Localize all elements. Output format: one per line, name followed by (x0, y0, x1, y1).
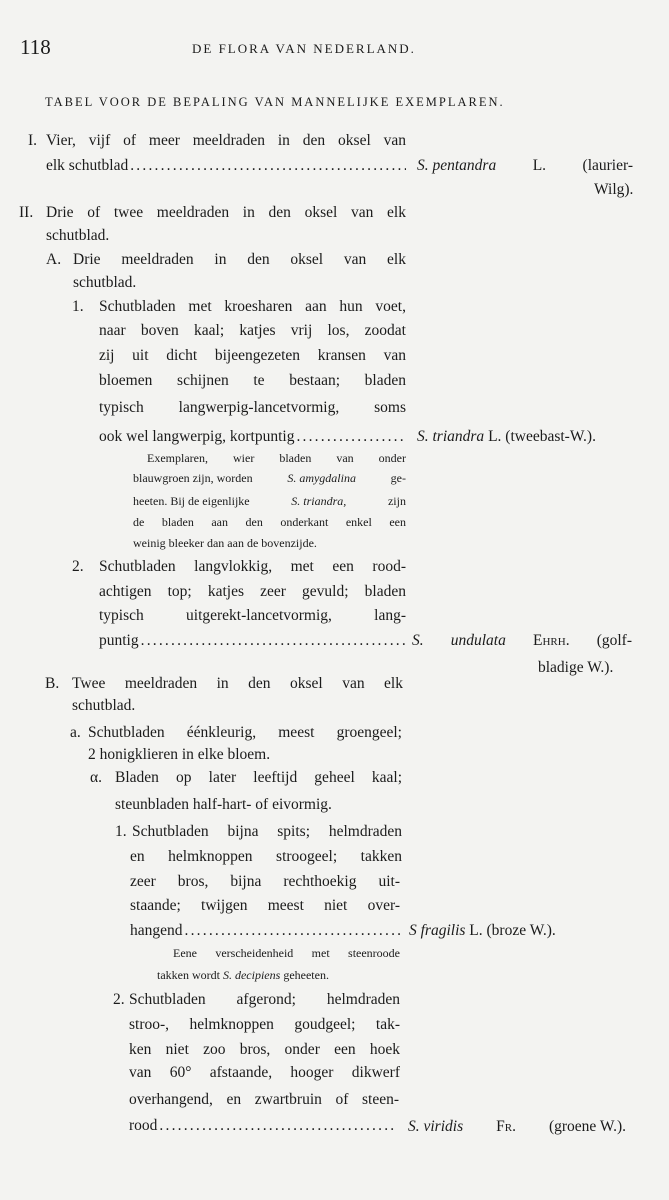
text: puntig (99, 632, 139, 649)
text-line: Drie of twee meeldraden in den oksel van elk (46, 204, 406, 221)
text-line: 2 honigklieren in elke bloem. (88, 746, 271, 763)
text-line: Twee meeldraden in den oksel van elk (72, 675, 403, 692)
text: hangend (130, 922, 183, 939)
note-line: weinig bleeker dan aan de bovenzijde. (133, 536, 317, 550)
text-line: van 60° afstaande, hooger dikwerf (129, 1064, 400, 1081)
dot-leader (185, 921, 400, 941)
text-line: Schutbladen afgerond; helmdraden (129, 991, 400, 1008)
note-line (133, 470, 406, 486)
text-line: stroo-, helmknoppen goudgeel; tak- (129, 1016, 400, 1033)
text: zijn (387, 494, 406, 508)
item-label: II. (19, 204, 34, 221)
text-line: typisch uitgerekt-lancetvormig, lang- (99, 607, 406, 624)
text-line-leader (99, 631, 406, 651)
note-line: Exemplaren, wier bladen van onder (147, 451, 406, 465)
genus: S. (417, 428, 429, 445)
text: geheeten. (283, 968, 329, 982)
common-name: (broze W.). (486, 922, 556, 939)
item-label: B. (45, 675, 60, 692)
species-ref: S. amygdalina (287, 471, 356, 485)
item-label: I. (28, 132, 38, 149)
common-name: (groene W.). (548, 1118, 626, 1135)
text-line-leader (99, 427, 406, 447)
item-label: A. (46, 251, 62, 268)
result-undulata (412, 631, 632, 651)
text-line: schutblad. (72, 697, 136, 714)
text-line-leader (46, 156, 406, 176)
text-line: Schutbladen bijna spits; helmdraden (132, 823, 402, 840)
common-name: (golf- (596, 632, 632, 649)
text-line: staande; twijgen meest niet over- (130, 897, 400, 914)
species: viridis (423, 1118, 464, 1135)
item-label: 1. (72, 298, 84, 315)
text-line: Schutbladen éénkleurig, meest groengeel; (88, 724, 402, 741)
table-title: TABEL VOOR DE BEPALING VAN MANNELIJKE EXEMPLAREN. (45, 95, 505, 109)
text: ook wel langwerpig, kortpuntig (99, 428, 295, 445)
note-line: Eene verscheidenheid met steenroode (173, 946, 400, 960)
page-number: 118 (20, 35, 51, 59)
text-line: overhangend, en zwartbruin of steen- (129, 1091, 399, 1108)
genus: S. (417, 157, 429, 174)
species-ref: S. triandra, (291, 494, 347, 508)
species-ref: S. decipiens (222, 968, 281, 982)
text-line: Schutbladen langvlokkig, met een rood- (99, 558, 406, 575)
text: ge- (390, 471, 406, 485)
text: takken wordt (157, 968, 220, 982)
text-line: Bladen op later leeftijd geheel kaal; (115, 769, 402, 786)
text-line: steunbladen half-hart- of eivormig. (115, 796, 332, 813)
item-label: 2. (113, 991, 125, 1008)
species: pentandra (432, 157, 497, 174)
text-line-leader (129, 1116, 397, 1136)
item-label: 1. (115, 823, 127, 840)
text-line: Vier, vijf of meer meeldraden in den oksel van (46, 132, 406, 149)
text-line: Drie meeldraden in den oksel van elk (73, 251, 406, 268)
result-triandra (417, 427, 596, 447)
text-line-leader (130, 921, 400, 941)
text-line: naar boven kaal; katjes vrij los, zoodat (99, 322, 406, 339)
author: L. (488, 428, 502, 445)
text-line: achtigen top; katjes zeer gevuld; bladen (99, 583, 406, 600)
common-name-cont: Wilg). (594, 181, 634, 198)
note-line (133, 493, 406, 509)
result-viridis (408, 1117, 626, 1137)
genus: S. (408, 1118, 420, 1135)
result-pentandra (417, 156, 633, 176)
author: L. (469, 922, 483, 939)
text: elk schutblad (46, 157, 129, 174)
genus: S. (412, 632, 424, 649)
genus: S (409, 922, 417, 939)
dot-leader (296, 427, 406, 447)
species: undulata (450, 632, 506, 649)
common-name: (laurier- (582, 157, 633, 174)
item-label: 2. (72, 558, 84, 575)
text: rood (129, 1117, 158, 1134)
text: heeten. Bij de eigenlijke (133, 494, 250, 508)
item-label: α. (90, 769, 102, 786)
dot-leader (130, 156, 406, 176)
item-label: a. (70, 724, 81, 741)
author: L. (532, 157, 547, 174)
running-title: DE FLORA VAN NEDERLAND. (192, 41, 416, 56)
text-line: schutblad. (46, 227, 110, 244)
text-line: bloemen schijnen te bestaan; bladen (99, 372, 406, 389)
author: Fr. (496, 1118, 516, 1135)
dot-leader (159, 1116, 397, 1136)
author: Ehrh. (533, 632, 570, 649)
note-line: de bladen aan den onderkant enkel een (133, 515, 406, 529)
text-line: schutblad. (73, 274, 137, 291)
text-line: Schutbladen met kroesharen aan hun voet, (99, 298, 406, 315)
dot-leader (141, 631, 406, 651)
common-name-cont: bladige W.). (538, 659, 614, 676)
text-line: ken niet zoo bros, onder een hoek (129, 1041, 400, 1058)
common-name: (tweebast-W.). (505, 428, 596, 445)
species: triandra (432, 428, 485, 445)
text-line: typisch langwerpig-lancetvormig, soms (99, 399, 406, 416)
species: fragilis (420, 922, 466, 939)
text-line: en helmknoppen stroogeel; takken (130, 848, 402, 865)
note-line (157, 967, 329, 983)
text-line: zeer bros, bijna rechthoekig uit- (130, 873, 400, 890)
text-line: zij uit dicht bijeengezeten kransen van (99, 347, 406, 364)
text: blauwgroen zijn, worden (133, 471, 253, 485)
result-fragilis (409, 921, 556, 941)
